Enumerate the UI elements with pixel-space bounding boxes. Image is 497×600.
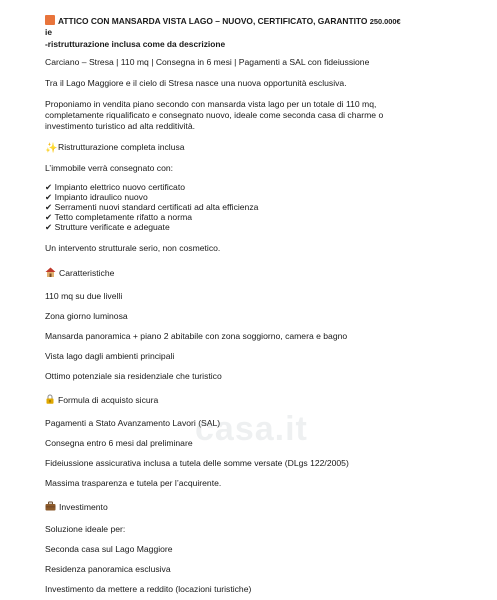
payment-item: Fideiussione assicurativa inclusa a tutela delle somme versate (DLgs 122/2005)	[45, 458, 349, 468]
house-icon	[45, 267, 56, 277]
renovation-heading	[45, 142, 185, 154]
proposal-line-3: investimento turistico ad alta redditività.	[45, 121, 195, 131]
feature-item: Ottimo potenziale sia residenziale che turistico	[45, 371, 222, 381]
investment-item: Residenza panoramica esclusiva	[45, 564, 171, 574]
feature-item: 110 mq su due livelli	[45, 291, 123, 301]
payment-item: Consegna entro 6 mesi dal preliminare	[45, 438, 193, 448]
proposal-line-2: completamente riqualificato e consegnato nuovo, ideale come seconda casa di charme o	[45, 110, 384, 120]
feature-item: Zona giorno luminosa	[45, 311, 128, 321]
renovation-heading-text: Ristrutturazione completa inclusa	[58, 142, 185, 152]
intro-line: Tra il Lago Maggiore e il cielo di Stresa nasce una nuova opportunità esclusiva.	[45, 78, 347, 88]
title-continuation: ie	[45, 27, 52, 37]
renovation-lead: L’immobile verrà consegnato con:	[45, 163, 174, 173]
price: 250.000€	[369, 17, 401, 26]
check-mark-icon: ✔	[45, 202, 55, 212]
payment-item: Massima trasparenza e tutela per l’acquirente.	[45, 478, 222, 488]
investment-lead: Soluzione ideale per:	[45, 524, 126, 534]
watermark-logo: casa.it	[195, 410, 308, 448]
check-mark-icon: ✔	[45, 212, 55, 222]
investment-item: Seconda casa sul Lago Maggiore	[45, 544, 173, 554]
check-mark-icon: ✔	[45, 182, 55, 192]
check-mark-icon: ✔	[45, 192, 55, 202]
features-heading-text: Caratteristiche	[59, 268, 115, 278]
orange-square-icon	[45, 15, 55, 25]
title-text: ATTICO CON MANSARDA VISTA LAGO – NUOVO, CERTIFICATO, GARANTITO	[58, 16, 368, 26]
renovation-item: ✔ Serramenti nuovi standard certificati ad alta efficienza	[45, 202, 259, 212]
feature-item: Vista lago dagli ambienti principali	[45, 351, 175, 361]
summary-line: Carciano – Stresa | 110 mq | Consegna in 6 mesi | Pagamenti a SAL con fideiussione	[45, 57, 370, 67]
lock-key-icon	[45, 394, 55, 404]
renovation-item: ✔ Strutture verificate e adeguate	[45, 222, 170, 232]
renovation-item: ✔ Impianto idraulico nuovo	[45, 192, 148, 202]
renovation-closing: Un intervento strutturale serio, non cosmetico.	[45, 243, 221, 253]
briefcase-icon	[45, 501, 56, 511]
check-mark-icon: ✔	[45, 222, 55, 232]
features-heading	[45, 267, 114, 278]
payment-heading-text: Formula di acquisto sicura	[58, 395, 159, 405]
investment-heading-text: Investimento	[59, 502, 108, 512]
investment-heading	[45, 501, 108, 512]
listing-title	[45, 15, 401, 27]
feature-item: Mansarda panoramica + piano 2 abitabile con zona soggiorno, camera e bagno	[45, 331, 348, 341]
payment-item: Pagamenti a Stato Avanzamento Lavori (SAL)	[45, 418, 221, 428]
payment-heading	[45, 394, 158, 405]
title-note: -ristrutturazione inclusa come da descrizione	[45, 39, 226, 49]
renovation-item: ✔ Tetto completamente rifatto a norma	[45, 212, 193, 222]
sparkles-icon: ✨	[45, 143, 58, 154]
investment-item: Investimento da mettere a reddito (locazioni turistiche)	[45, 584, 252, 594]
renovation-item: ✔ Impianto elettrico nuovo certificato	[45, 182, 185, 192]
proposal-line-1: Proponiamo in vendita piano secondo con mansarda vista lago per un totale di 110 mq,	[45, 99, 377, 109]
